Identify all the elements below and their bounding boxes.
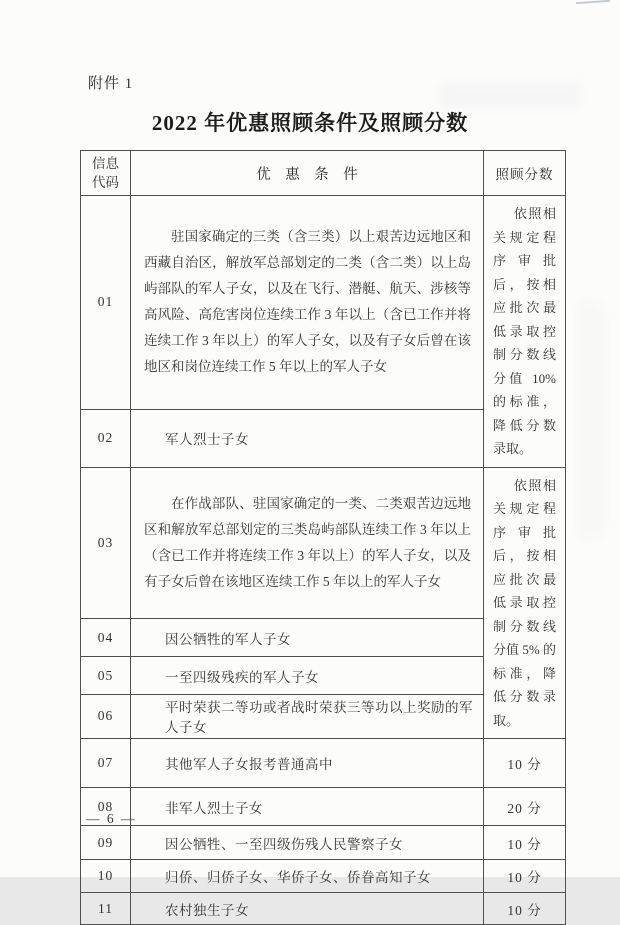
table-row [81,788,566,826]
table-row [81,196,566,410]
code-cell: 04 [81,619,131,657]
conditions-table [80,150,566,925]
code-cell: 06 [81,694,131,738]
header-condition: 优 惠 条 件 [131,151,484,196]
condition-cell: 其他军人子女报考普通高中 [131,739,484,788]
table-row [81,826,566,860]
score-cell: 10 分 [484,893,566,925]
table-header-row [81,151,566,196]
header-score: 照顾分数 [484,151,566,196]
condition-cell: 因公牺牲、一至四级伤残人民警察子女 [131,826,484,860]
merged-score-rows-03-06: 依照相关规定程序审批后，按相应批次最低录取控制分数线分值 5% 的标准，降低分数录取。 [484,467,566,739]
scan-bleedthrough-smudge [578,300,604,540]
score-cell: 10 分 [484,860,566,893]
condition-cell: 一至四级残疾的军人子女 [131,657,484,694]
scan-artifact-top-right [576,0,610,4]
code-cell: 03 [81,467,131,619]
score-cell: 20 分 [484,788,566,826]
code-cell: 10 [81,860,131,893]
condition-cell: 非军人烈士子女 [131,788,484,826]
condition-cell: 军人烈士子女 [131,409,484,467]
document-title: 2022 年优惠照顾条件及照顾分数 [151,111,469,135]
page-number: — 6 — [86,811,137,826]
code-cell: 02 [81,409,131,467]
scan-bleedthrough-smudge [440,82,580,108]
code-cell: 09 [81,826,131,860]
code-cell: 05 [81,657,131,694]
score-cell: 10 分 [484,739,566,788]
condition-cell: 归侨、归侨子女、华侨子女、侨眷高知子女 [131,860,484,893]
code-cell: 07 [81,739,131,788]
merged-score-rows-01-02: 依照相关规定程序审批后，按相应批次最低录取控制分数线分值 10% 的标准，降低分数录取。 [484,196,566,468]
condition-cell: 驻国家确定的三类（含三类）以上艰苦边远地区和西藏自治区，解放军总部划定的二类（含二类）以上岛屿部队的军人子女，以及在飞行、潜艇、航天、涉核等高风险、高危害岗位连续工作 3 年以上（含已工作并将连续工作 3 年以上）的军人子女，以及有子女后曾在该地区和岗位连续工作 5 年以上的军人子女 [131,196,484,410]
header-info-code-line2: 代码 [92,175,119,190]
score-cell: 10 分 [484,826,566,860]
condition-cell: 农村独生子女 [131,893,484,925]
table-row [81,467,566,619]
condition-cell: 在作战部队、驻国家确定的一类、二类艰苦边远地区和解放军总部划定的三类岛屿部队连续工作 3 年以上（含已工作并将连续工作 3 年以上）的军人子女，以及有子女后曾在该地区连续工作 5 年以上的军人子女 [131,467,484,619]
header-info-code-line1: 信息 [92,156,119,171]
table-row [81,893,566,925]
code-cell: 11 [81,893,131,925]
table-row [81,739,566,788]
condition-cell: 平时荣获二等功或者战时荣获三等功以上奖励的军人子女 [131,694,484,738]
code-cell: 01 [81,196,131,410]
table-row [81,860,566,893]
header-info-code [81,151,131,196]
condition-cell: 因公牺牲的军人子女 [131,619,484,657]
code-cell: 08 [81,788,131,826]
attachment-label: 附件 1 [88,76,134,92]
